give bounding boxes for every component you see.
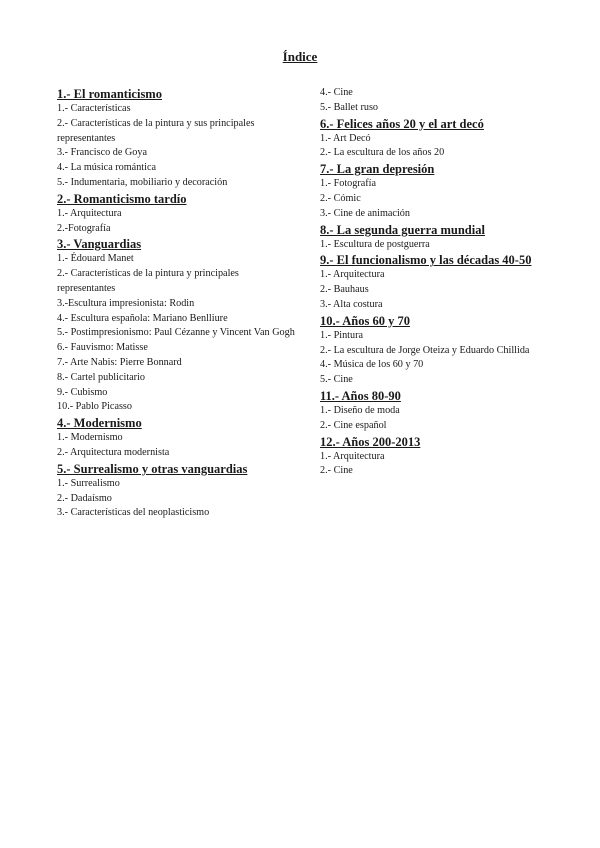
toc-entry: 2.-Fotografía — [57, 222, 111, 234]
toc-entry: 5.- Postimpresionismo: Paul Cézanne y Vincent Van Gogh — [57, 327, 295, 339]
toc-entry: 5.- Ballet ruso — [320, 101, 379, 113]
toc-entry: 1.- Pintura — [320, 329, 364, 341]
toc-entry: 7.- Arte Nabis: Pierre Bonnard — [57, 356, 182, 368]
toc-entry: 10.- Pablo Picasso — [57, 401, 132, 413]
section-heading: 5.- Surrealismo y otras vanguardias — [57, 461, 248, 476]
toc-entry: 2.- Cine español — [320, 419, 387, 431]
toc-entry: 1.- Édouard Manet — [57, 253, 134, 265]
section-heading: 9.- El funcionalismo y las décadas 40-50 — [320, 253, 532, 268]
toc-entry: 2.- La escultura de Jorge Oteiza y Eduardo Chillida — [320, 344, 530, 356]
section-heading: 2.- Romanticismo tardío — [57, 191, 187, 206]
section-heading: 4.- Modernismo — [57, 416, 142, 431]
toc-entry: 1.- Arquitectura — [320, 450, 385, 462]
toc-entry: 2.- Características de la pintura y principales representantes — [57, 268, 239, 294]
section-heading: 1.- El romanticismo — [57, 87, 162, 101]
toc-entry: 2.- Cine — [320, 465, 353, 477]
toc-entry: 9.- Cubismo — [57, 386, 108, 398]
toc-entry: 1.- Escultura de postguerra — [320, 238, 430, 250]
toc-left-column — [57, 86, 297, 521]
toc-entry: 4.- Escultura española: Mariano Benlliure — [57, 312, 228, 324]
toc-entry: 2.- La escultura de los años 20 — [320, 147, 445, 159]
toc-entry: 4.- Música de los 60 y 70 — [320, 359, 424, 371]
section-heading: 7.- La gran depresión — [320, 162, 435, 177]
section-heading: 10.- Años 60 y 70 — [320, 313, 410, 328]
toc-right-column — [320, 86, 560, 479]
toc-entry: 2.- Dadaísmo — [57, 492, 112, 504]
toc-entry: 1.- Arquitectura — [57, 207, 122, 219]
toc-entry: 1.- Surrealismo — [57, 477, 120, 489]
section-heading: 8.- La segunda guerra mundial — [320, 222, 485, 237]
toc-entry: 8.- Cartel publicitario — [57, 371, 145, 383]
toc-entry: 1.- Art Decó — [320, 132, 371, 144]
toc-entry: 2.- Arquitectura modernista — [57, 446, 170, 458]
toc-entry: 2.- Cómic — [320, 192, 361, 204]
toc-entry: 4.- La música romántica — [57, 162, 157, 174]
toc-entry: 1.- Diseño de moda — [320, 404, 400, 416]
section-heading: 6.- Felices años 20 y el art decó — [320, 116, 484, 131]
toc-entry: 6.- Fauvismo: Matisse — [57, 342, 148, 354]
toc-entry: 3.- Alta costura — [320, 298, 383, 310]
toc-entry: 1.- Arquitectura — [320, 269, 385, 281]
toc-entry: 2.- Bauhaus — [320, 284, 369, 296]
page-title: Índice — [282, 49, 318, 64]
toc-entry: 5.- Indumentaria, mobiliario y decoración — [57, 176, 228, 188]
toc-entry: 2.- Características de la pintura y sus principales representantes — [57, 117, 255, 144]
section-heading: 12.- Años 200-2013 — [320, 434, 421, 449]
toc-entry: 3.- Cine de animación — [320, 207, 410, 219]
toc-entry: 3.-Escultura impresionista: Rodin — [57, 297, 195, 309]
toc-entry: 1.- Fotografía — [320, 178, 377, 190]
toc-entry: 4.- Cine — [320, 87, 353, 98]
toc-entry: 3.- Características del neoplasticismo — [57, 507, 210, 519]
toc-entry: 5.- Cine — [320, 374, 353, 386]
toc-entry: 1.- Características — [57, 103, 131, 114]
toc-entry: 3.- Francisco de Goya — [57, 147, 147, 159]
section-heading: 11.- Años 80-90 — [320, 388, 401, 403]
toc-entry: 1.- Modernismo — [57, 432, 123, 444]
section-heading: 3.- Vanguardias — [57, 237, 142, 252]
